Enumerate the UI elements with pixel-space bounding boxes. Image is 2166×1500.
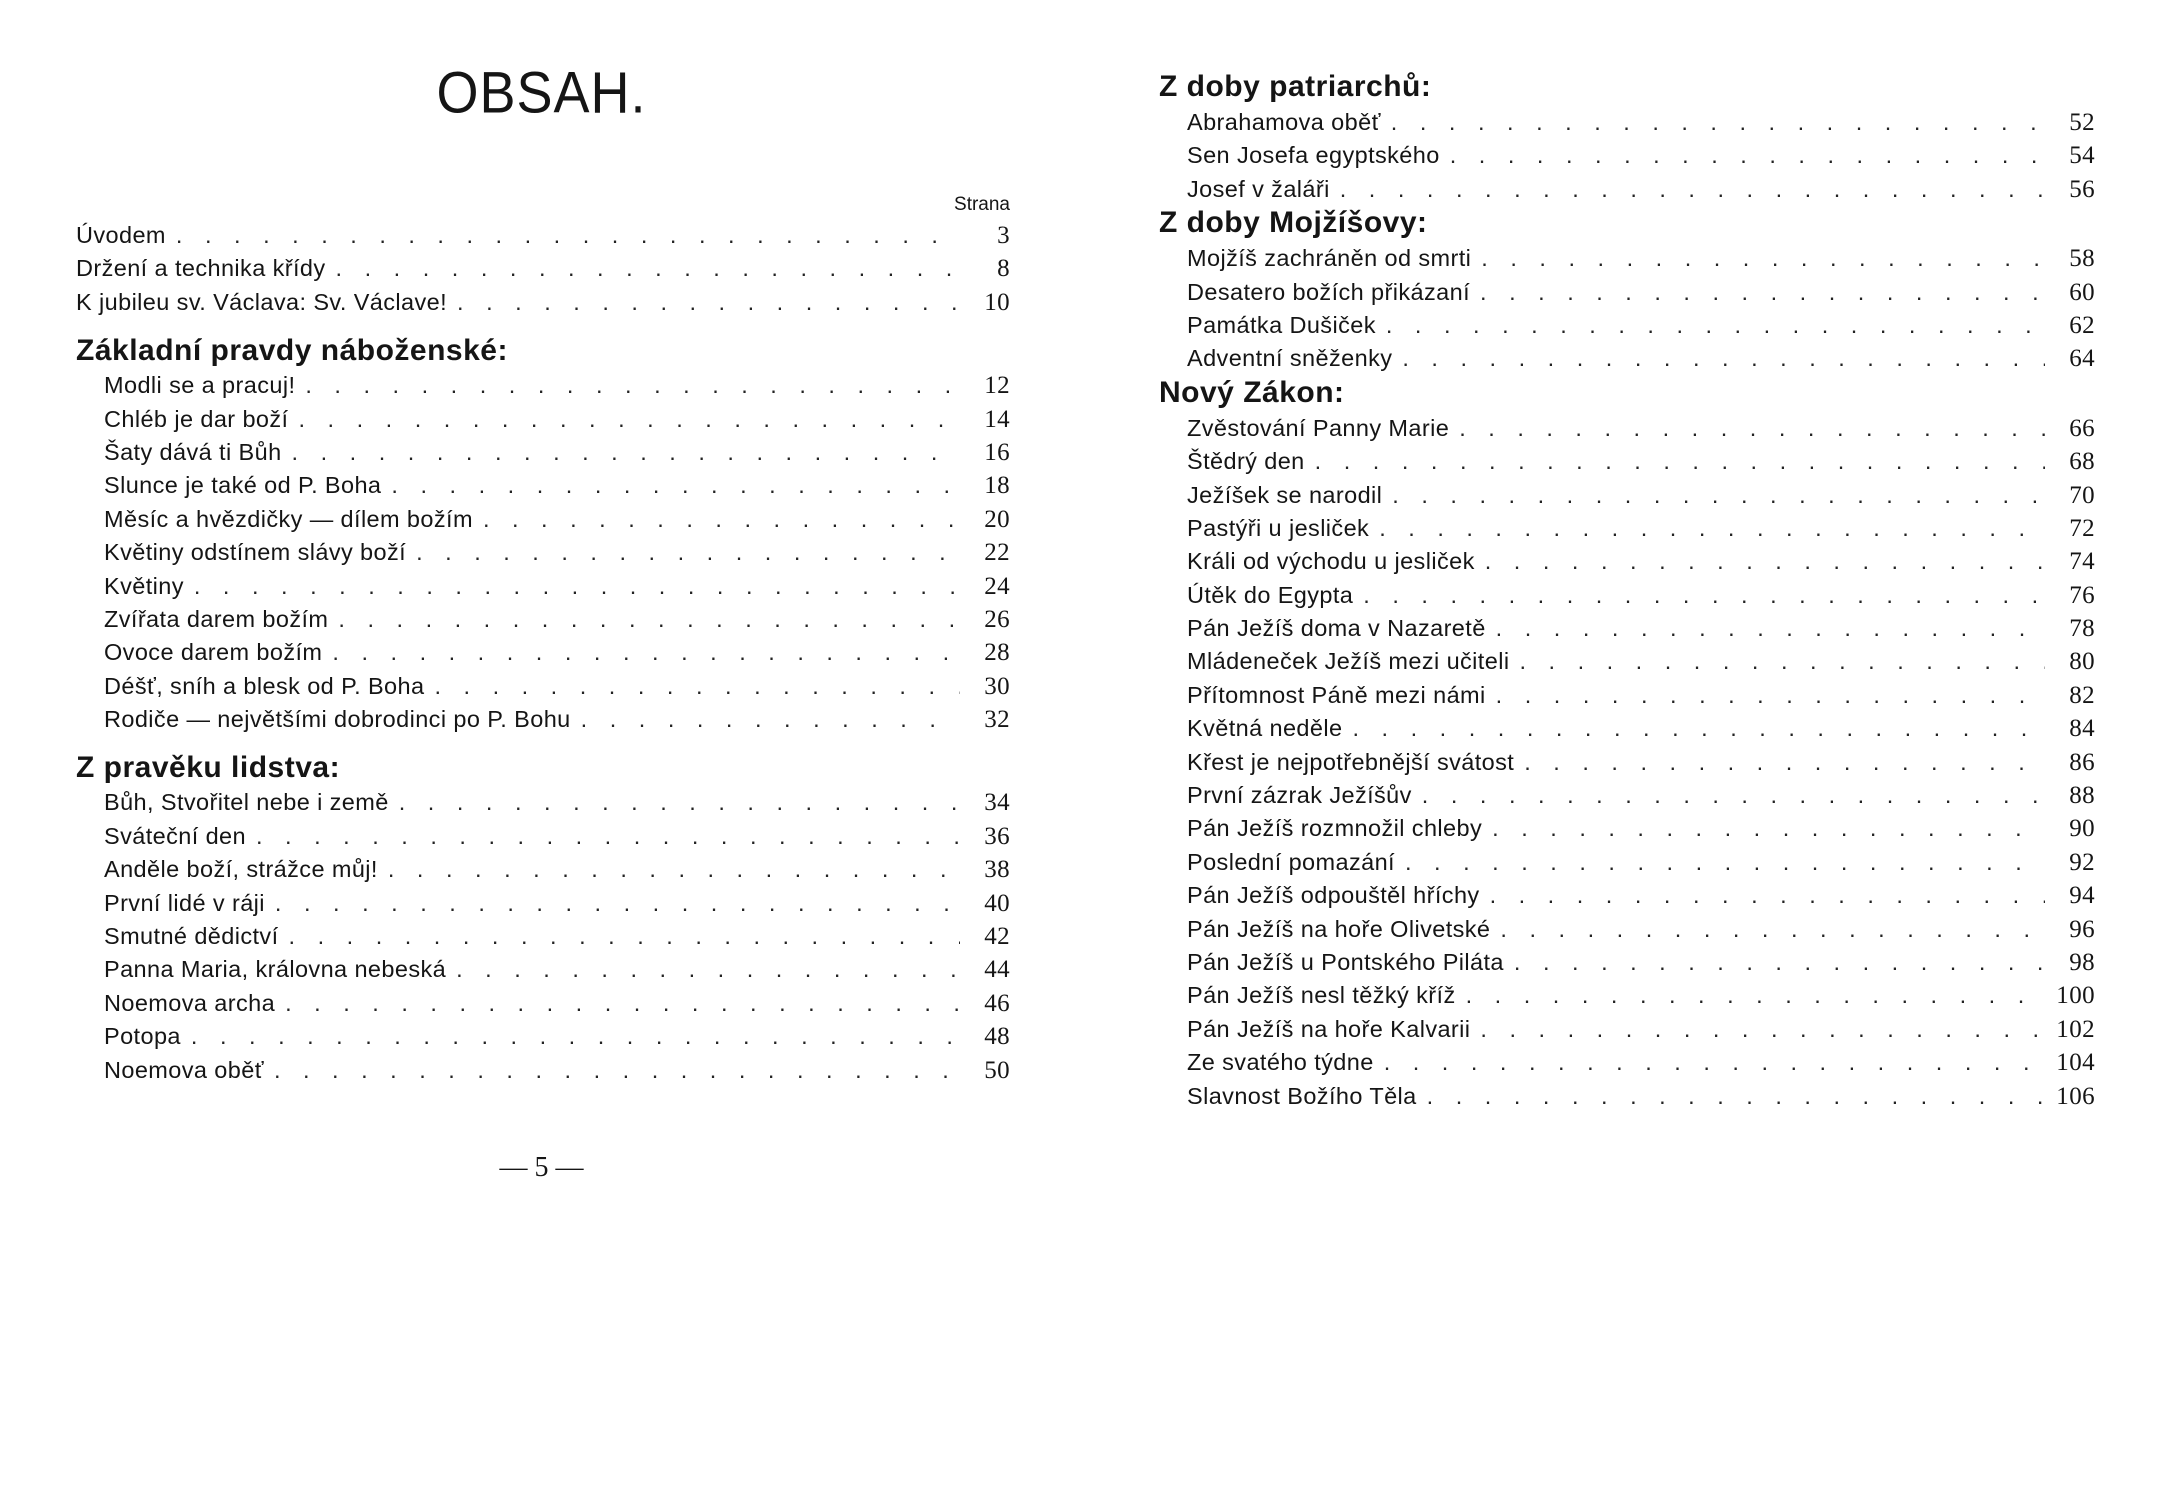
toc-entry-title: Ovoce darem božím — [104, 639, 323, 666]
toc-entry-page-number: 26 — [984, 605, 1010, 633]
dot-leader — [1485, 545, 2045, 578]
toc-entry-page-number: 50 — [984, 1056, 1010, 1084]
section-heading: Z doby Mojžíšovy: — [1159, 206, 1428, 240]
toc-entry-page-number: 42 — [984, 923, 1010, 951]
toc-entry-title: Štědrý den — [1187, 448, 1305, 475]
toc-entry — [76, 252, 1010, 285]
toc-entry — [1159, 342, 2095, 375]
dot-leader — [1391, 106, 2045, 139]
toc-entry-title: Pán Ježíš nesl těžký kříž — [1187, 982, 1456, 1009]
toc-entry-page-number: 84 — [2069, 715, 2095, 743]
toc-entry-title: Držení a technika křídy — [76, 255, 326, 282]
toc-entry-title: Ze svatého týdne — [1187, 1049, 1374, 1076]
dot-leader — [1500, 913, 2045, 946]
toc-entry-title: Přítomnost Páně mezi námi — [1187, 681, 1486, 708]
dot-leader — [457, 286, 960, 319]
dot-leader — [416, 536, 960, 569]
dot-leader — [456, 953, 960, 986]
toc-entry-title: Úvodem — [76, 222, 166, 248]
toc-entry-title: Květná neděle — [1187, 715, 1343, 742]
toc-entry-page-number: 20 — [984, 505, 1010, 533]
toc-entry — [76, 403, 1010, 436]
dot-leader — [388, 853, 960, 886]
dot-leader — [1514, 946, 2045, 979]
toc-entry — [76, 636, 1010, 669]
toc-entry-page-number: 12 — [984, 372, 1010, 400]
toc-entry-page-number: 88 — [2069, 782, 2095, 810]
toc-entry-title: Poslední pomazání — [1187, 848, 1395, 875]
toc-entry-title: Smutné dědictví — [104, 923, 279, 950]
toc-entry-page-number: 30 — [984, 672, 1010, 700]
toc-entry — [1159, 812, 2095, 845]
toc-entry-title: Déšť, sníh a blesk od P. Boha — [104, 672, 425, 699]
toc-entry-title: Modli se a pracuj! — [104, 372, 296, 399]
toc-entry-page-number: 38 — [984, 856, 1010, 884]
dot-leader — [256, 820, 960, 853]
dot-leader — [1480, 1013, 2045, 1046]
toc-entry-page-number: 98 — [2069, 948, 2095, 976]
toc-entry — [1159, 913, 2095, 946]
dot-leader — [1481, 242, 2045, 275]
toc-entry — [1159, 645, 2095, 678]
toc-entry — [76, 219, 1010, 252]
toc-entry-page-number: 58 — [2069, 245, 2095, 273]
toc-entry-page-number: 104 — [2056, 1049, 2095, 1077]
dot-leader — [1315, 445, 2045, 478]
toc-entry-title: Pán Ježíš odpouštěl hříchy — [1187, 882, 1480, 909]
section-heading: Z pravěku lidstva: — [76, 751, 341, 785]
toc-entry-page-number: 48 — [984, 1023, 1010, 1051]
page-title: OBSAH. — [436, 60, 647, 126]
toc-entry-page-number: 68 — [2069, 448, 2095, 476]
dot-leader — [1480, 276, 2045, 309]
dot-leader — [191, 1020, 960, 1053]
toc-entry-title: Slunce je také od P. Boha — [104, 472, 382, 499]
section-heading: Základní pravdy náboženské: — [76, 334, 508, 368]
dot-leader — [1340, 173, 2045, 206]
dot-leader — [1519, 645, 2045, 678]
toc-entry — [76, 853, 1010, 886]
toc-entry — [1159, 879, 2095, 912]
toc-entry — [1159, 479, 2095, 512]
toc-entry-title: Pastýři u jesliček — [1187, 514, 1370, 541]
toc-entry-page-number: 96 — [2069, 915, 2095, 943]
toc-entry-title: První lidé v ráji — [104, 889, 265, 916]
toc-entry — [1159, 242, 2095, 275]
toc-entry-page-number: 66 — [2069, 414, 2095, 442]
toc-entry-page-number: 10 — [984, 288, 1010, 316]
section-heading: Nový Zákon: — [1159, 375, 1345, 409]
toc-entry-page-number: 34 — [984, 789, 1010, 817]
dot-leader — [176, 219, 960, 252]
dot-leader — [332, 636, 960, 669]
toc-entry — [1159, 679, 2095, 712]
table-of-contents-right — [1159, 70, 2095, 1113]
toc-entry-page-number: 32 — [984, 706, 1010, 734]
page-column-header: Strana — [954, 194, 1010, 215]
toc-entry-title: Josef v žaláři — [1187, 175, 1330, 202]
toc-entry-title: Sváteční den — [104, 822, 246, 849]
dot-leader — [1363, 579, 2045, 612]
toc-entry-page-number: 102 — [2056, 1015, 2095, 1043]
toc-entry — [76, 987, 1010, 1020]
toc-entry — [1159, 979, 2095, 1012]
toc-entry-page-number: 76 — [2069, 581, 2095, 609]
toc-entry — [76, 436, 1010, 469]
toc-entry — [76, 1054, 1010, 1087]
toc-entry — [1159, 309, 2095, 342]
toc-entry — [76, 920, 1010, 953]
dot-leader — [1490, 879, 2045, 912]
toc-entry — [1159, 1013, 2095, 1046]
toc-entry-title: K jubileu sv. Václava: Sv. Václave! — [76, 288, 448, 315]
toc-entry — [1159, 276, 2095, 309]
toc-entry — [76, 670, 1010, 703]
dot-leader — [338, 603, 960, 636]
toc-entry-title: Pán Ježíš na hoře Kalvarii — [1187, 1015, 1471, 1042]
toc-entry-page-number: 80 — [2069, 648, 2095, 676]
dot-leader — [1492, 812, 2045, 845]
dot-leader — [1386, 309, 2045, 342]
toc-entry — [76, 286, 1010, 319]
toc-entry-title: Památka Dušiček — [1187, 311, 1376, 338]
toc-entry-page-number: 8 — [997, 255, 1010, 283]
toc-entry — [1159, 545, 2095, 578]
dot-leader — [1392, 479, 2045, 512]
dot-leader — [391, 469, 960, 502]
toc-entry-title: Pán Ježíš doma v Nazaretě — [1187, 615, 1486, 642]
toc-entry-page-number: 14 — [984, 405, 1010, 433]
dot-leader — [1405, 846, 2045, 879]
toc-entry-page-number: 82 — [2069, 681, 2095, 709]
toc-entry — [1159, 1046, 2095, 1079]
dot-leader — [1524, 746, 2045, 779]
toc-entry-page-number: 24 — [984, 572, 1010, 600]
section-heading: Z doby patriarchů: — [1159, 70, 1432, 103]
toc-entry-page-number: 100 — [2056, 982, 2095, 1010]
toc-entry — [76, 820, 1010, 853]
toc-entry-page-number: 44 — [984, 956, 1010, 984]
toc-entry-title: Šaty dává ti Bůh — [104, 438, 282, 465]
toc-entry — [1159, 512, 2095, 545]
toc-entry-title: Mládeneček Ježíš mezi učiteli — [1187, 648, 1510, 675]
toc-entry-page-number: 40 — [984, 889, 1010, 917]
toc-entry-title: Zvěstování Panny Marie — [1187, 414, 1450, 441]
toc-entry-title: Panna Maria, královna nebeská — [104, 956, 447, 983]
toc-entry — [1159, 779, 2095, 812]
toc-entry — [1159, 579, 2095, 612]
dot-leader — [285, 987, 960, 1020]
toc-entry-page-number: 70 — [2069, 481, 2095, 509]
toc-entry-page-number: 3 — [997, 222, 1010, 249]
dot-leader — [274, 1054, 960, 1087]
dot-leader — [1496, 612, 2045, 645]
toc-entry-page-number: 54 — [2069, 142, 2095, 170]
toc-entry — [76, 1020, 1010, 1053]
toc-entry-page-number: 56 — [2069, 175, 2095, 203]
dot-leader — [1496, 679, 2045, 712]
dot-leader — [581, 703, 960, 736]
toc-entry-title: Květiny odstínem slávy boží — [104, 539, 407, 566]
toc-entry-title: Bůh, Stvořitel nebe i země — [104, 789, 389, 816]
toc-entry-page-number: 60 — [2069, 278, 2095, 306]
dot-leader — [289, 920, 960, 953]
toc-entry-title: Útěk do Egypta — [1187, 581, 1354, 608]
toc-entry — [76, 536, 1010, 569]
toc-entry-page-number: 18 — [984, 472, 1010, 500]
toc-entry-page-number: 72 — [2069, 514, 2095, 542]
toc-entry — [1159, 846, 2095, 879]
toc-entry-page-number: 86 — [2069, 748, 2095, 776]
right-page — [1083, 0, 2166, 1500]
toc-entry — [76, 953, 1010, 986]
toc-entry-page-number: 36 — [984, 822, 1010, 850]
toc-entry-title: Potopa — [104, 1023, 181, 1050]
toc-entry — [1159, 139, 2095, 172]
toc-entry-page-number: 46 — [984, 989, 1010, 1017]
dot-leader — [1450, 139, 2045, 172]
toc-entry-title: Slavnost Božího Těla — [1187, 1082, 1417, 1109]
dot-leader — [399, 786, 960, 819]
table-of-contents-left — [76, 219, 1010, 1087]
toc-entry-title: Chléb je dar boží — [104, 405, 289, 432]
toc-entry-title: Noemova oběť — [104, 1056, 264, 1083]
dot-leader — [292, 436, 960, 469]
toc-entry-page-number: 52 — [2069, 109, 2095, 136]
dot-leader — [1402, 342, 2045, 375]
toc-entry-title: Abrahamova oběť — [1187, 109, 1381, 135]
toc-entry-title: První zázrak Ježíšův — [1187, 782, 1412, 809]
toc-entry-page-number: 92 — [2069, 848, 2095, 876]
toc-entry — [1159, 746, 2095, 779]
toc-entry-title: Desatero božích přikázaní — [1187, 278, 1471, 305]
dot-leader — [1427, 1080, 2045, 1113]
dot-leader — [1352, 712, 2045, 745]
toc-entry-title: Květiny — [104, 572, 184, 599]
toc-entry — [76, 603, 1010, 636]
toc-entry-page-number: 16 — [984, 438, 1010, 466]
toc-entry — [76, 469, 1010, 502]
toc-entry-title: Pán Ježíš rozmnožil chleby — [1187, 815, 1483, 842]
dot-leader — [336, 252, 960, 285]
toc-entry — [76, 503, 1010, 536]
dot-leader — [483, 503, 960, 536]
toc-entry — [76, 786, 1010, 819]
toc-entry-title: Rodiče — největšími dobrodinci po P. Bohu — [104, 706, 571, 733]
toc-entry-title: Měsíc a hvězdičky — dílem božím — [104, 505, 473, 532]
toc-entry-title: Adventní sněženky — [1187, 345, 1393, 372]
dot-leader — [1384, 1046, 2045, 1079]
toc-entry-page-number: 74 — [2069, 548, 2095, 576]
page-number-folio: — 5 — — [499, 1152, 584, 1183]
toc-entry-title: Anděle boží, strážce můj! — [104, 856, 378, 883]
toc-entry-page-number: 62 — [2069, 311, 2095, 339]
toc-entry-title: Pán Ježíš na hoře Olivetské — [1187, 915, 1491, 942]
toc-entry-title: Mojžíš zachráněn od smrti — [1187, 245, 1472, 272]
dot-leader — [434, 670, 960, 703]
dot-leader — [298, 403, 960, 436]
toc-entry — [76, 887, 1010, 920]
toc-entry-title: Křest je nejpotřebnější svátost — [1187, 748, 1515, 775]
toc-entry-title: Sen Josefa egyptského — [1187, 142, 1440, 169]
toc-entry — [76, 703, 1010, 736]
toc-entry-page-number: 90 — [2069, 815, 2095, 843]
toc-entry-title: Pán Ježíš u Pontského Piláta — [1187, 948, 1504, 975]
toc-entry-page-number: 28 — [984, 639, 1010, 667]
dot-leader — [1466, 979, 2045, 1012]
toc-entry-title: Noemova archa — [104, 989, 276, 1016]
toc-entry — [76, 570, 1010, 603]
toc-entry-page-number: 22 — [984, 539, 1010, 567]
dot-leader — [1379, 512, 2045, 545]
toc-entry — [1159, 412, 2095, 445]
dot-leader — [194, 570, 960, 603]
toc-entry-title: Králi od východu u jesliček — [1187, 548, 1475, 575]
toc-entry — [1159, 106, 2095, 139]
dot-leader — [275, 887, 960, 920]
toc-entry — [1159, 946, 2095, 979]
toc-entry-page-number: 78 — [2069, 615, 2095, 643]
toc-entry-title: Zvířata darem božím — [104, 605, 329, 632]
toc-entry-title: Ježíšek se narodil — [1187, 481, 1383, 508]
toc-entry — [1159, 712, 2095, 745]
toc-entry — [1159, 445, 2095, 478]
toc-entry-page-number: 106 — [2056, 1082, 2095, 1110]
dot-leader — [305, 369, 960, 402]
toc-entry — [76, 369, 1010, 402]
toc-entry — [1159, 173, 2095, 206]
toc-entry-page-number: 94 — [2069, 882, 2095, 910]
toc-entry — [1159, 612, 2095, 645]
toc-entry-page-number: 64 — [2069, 345, 2095, 373]
dot-leader — [1459, 412, 2045, 445]
toc-entry — [1159, 1080, 2095, 1113]
dot-leader — [1422, 779, 2045, 812]
